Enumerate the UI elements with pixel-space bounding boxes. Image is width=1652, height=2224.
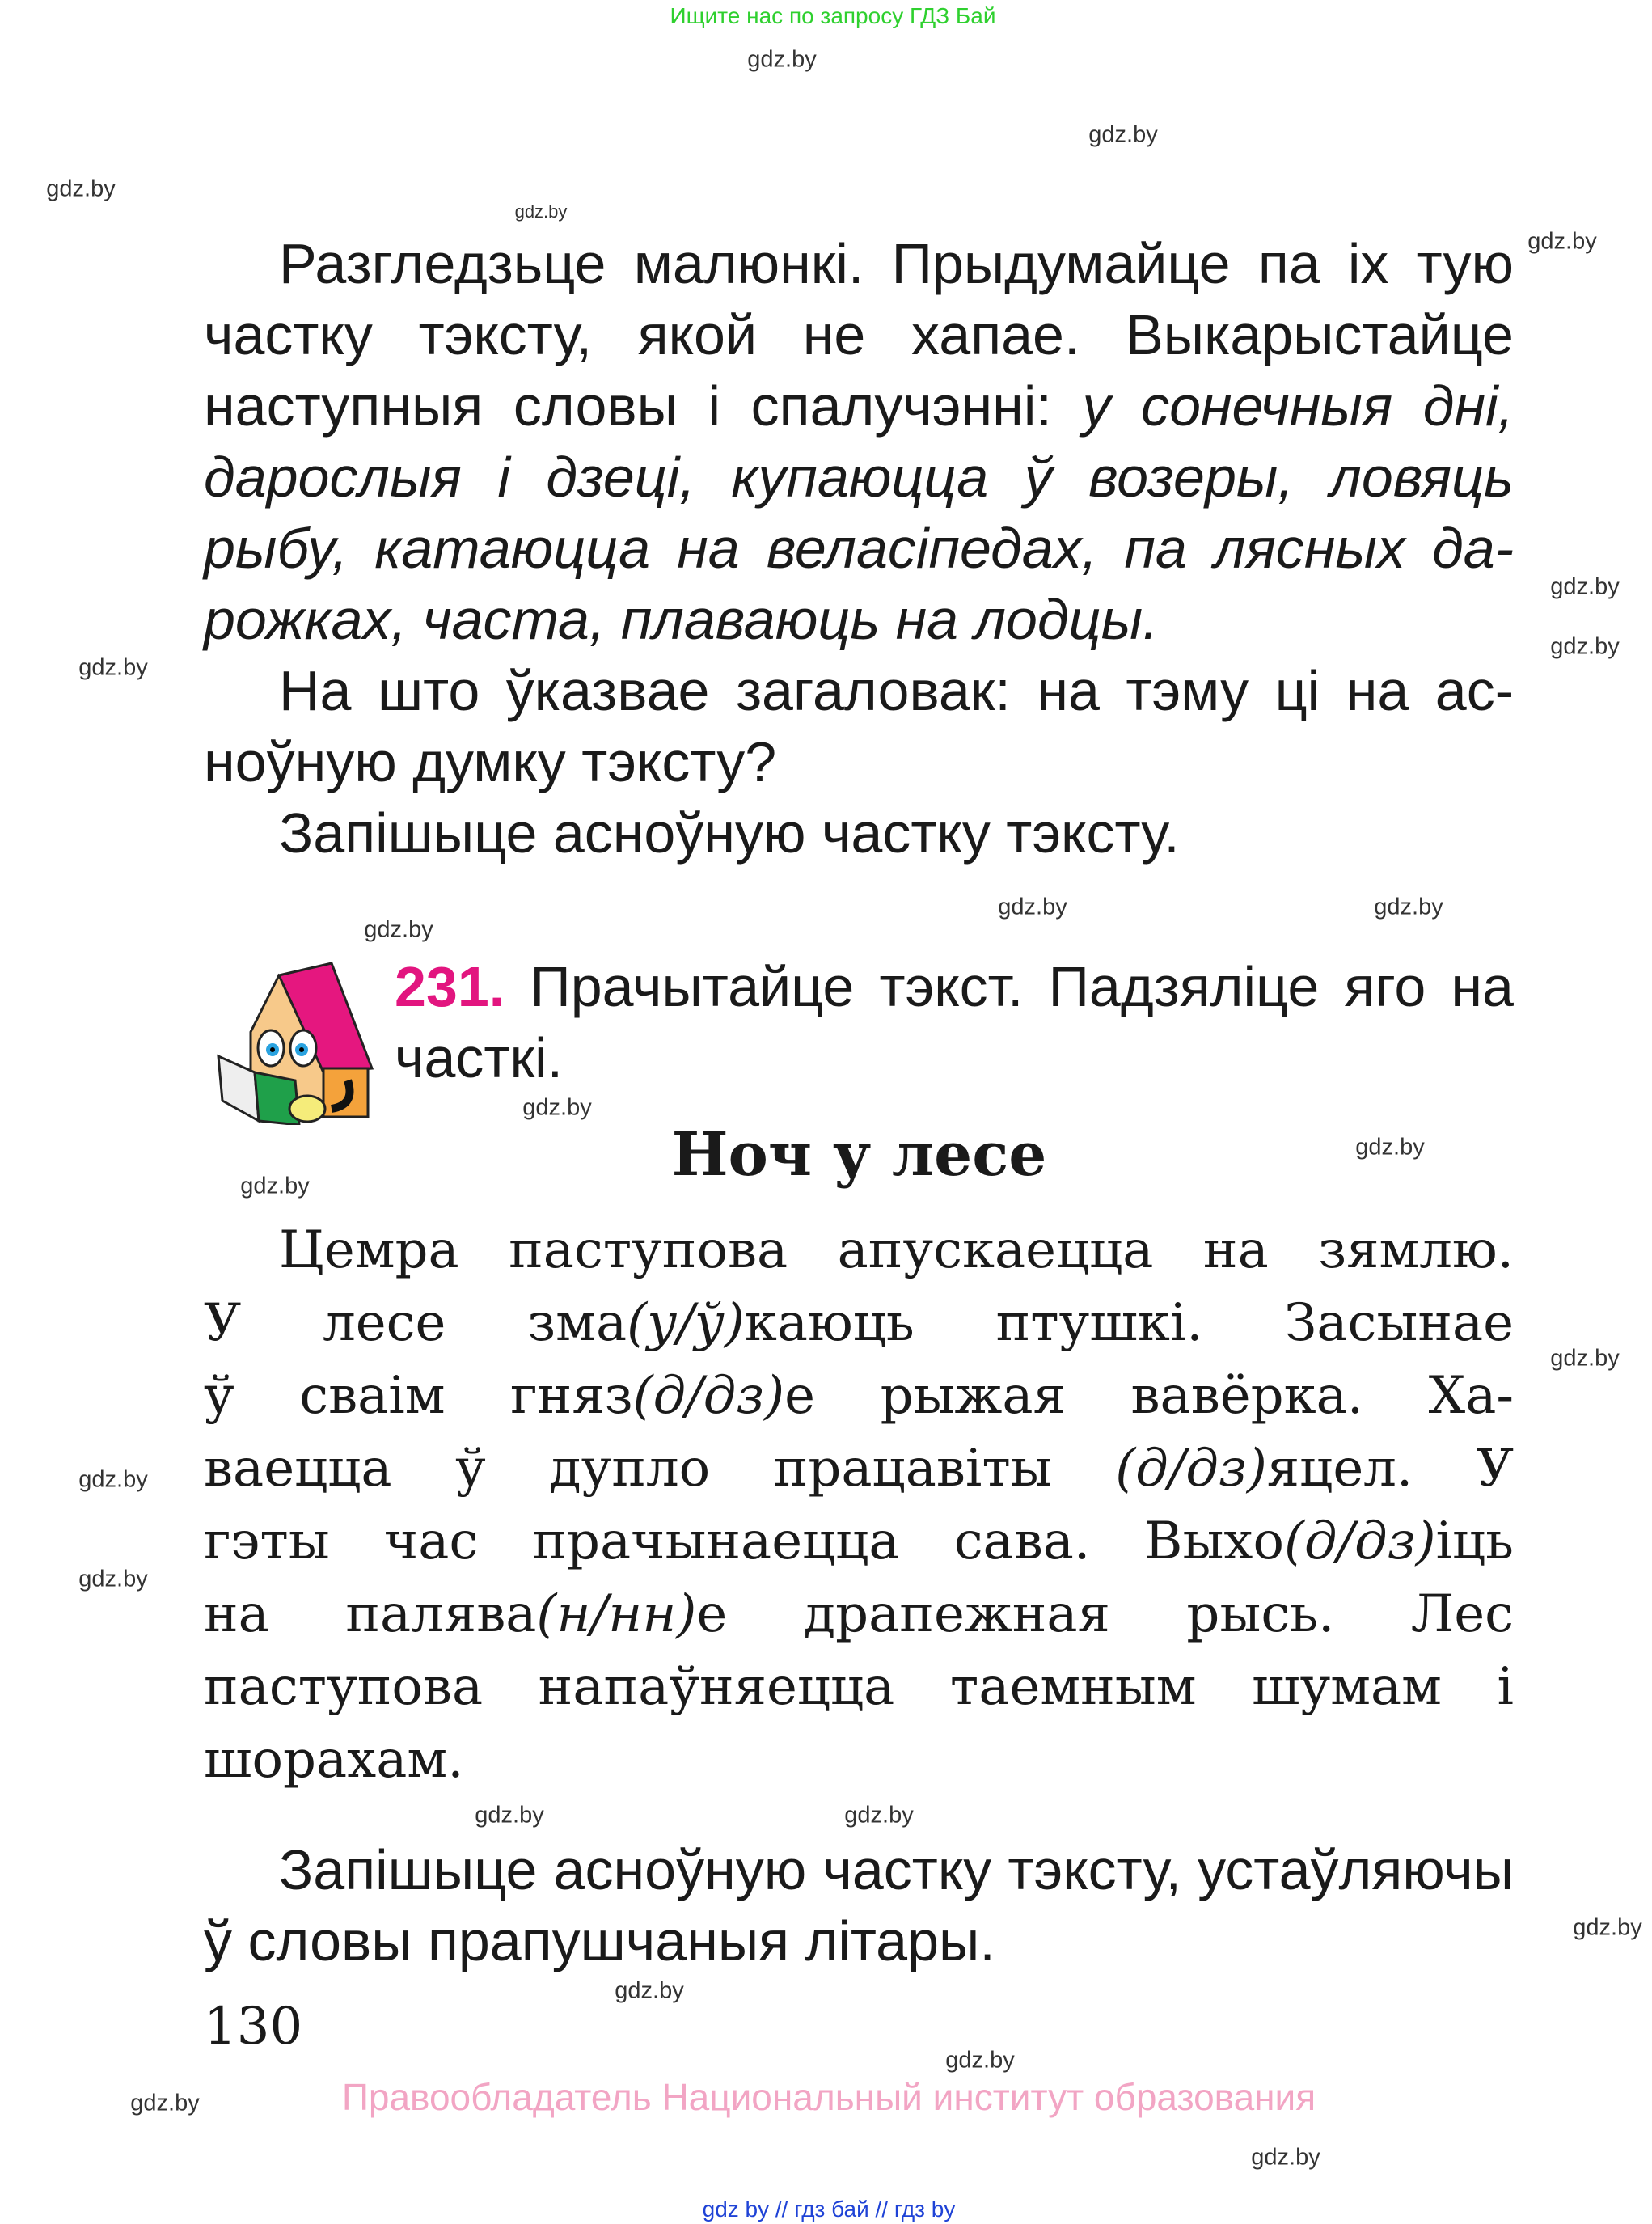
text: на палява [204, 1584, 537, 1644]
watermark: gdz.by [747, 46, 817, 73]
text-line [204, 1834, 1514, 1905]
text-line [204, 1578, 1514, 1651]
watermark: gdz.by [1550, 633, 1620, 660]
text-line [204, 299, 1514, 370]
site-links[interactable]: gdz by // гдз бай // гдз by [702, 2197, 956, 2222]
watermark: gdz.by [522, 1094, 592, 1121]
exercise-231 [395, 951, 1514, 1093]
watermark: gdz.by [615, 1977, 684, 2004]
watermark: gdz.by [78, 1466, 148, 1493]
watermark: gdz.by [844, 1802, 914, 1829]
text: ноўную думку тэксту? [204, 730, 777, 793]
text-line [204, 1214, 1514, 1287]
exercise-line-2: часткі. [395, 1026, 564, 1089]
text: Запішыце асноўную частку тэксту, устаўляючы [279, 1838, 1514, 1901]
text-line [204, 513, 1514, 584]
italic-text: рыбу, катаюцца на веласіпедах, па лясных да- [204, 517, 1514, 580]
watermark: gdz.by [78, 654, 148, 681]
text-line [204, 1432, 1514, 1505]
exercise-line-1 [395, 951, 1514, 1022]
text-line [204, 655, 1514, 726]
watermark: gdz.by [1088, 121, 1158, 148]
italic-text: (д/дз) [1115, 1439, 1267, 1499]
text-line [204, 1287, 1514, 1359]
site-links-row [0, 2197, 1652, 2222]
text: частку тэксту, якой не хапае. Выкарыстайце [204, 303, 1514, 366]
watermark: gdz.by [514, 201, 568, 222]
watermark: gdz.by [475, 1802, 544, 1829]
reading-house-icon [202, 959, 376, 1125]
text: Запішыце асноўную частку тэксту. [279, 801, 1180, 865]
text-line [204, 1905, 1514, 1977]
watermark: gdz.by [1573, 1914, 1642, 1941]
text: Цемра паступова апускаецца на зямлю. [279, 1220, 1514, 1280]
text-line [204, 1505, 1514, 1578]
text-line [204, 726, 1514, 797]
text-line [204, 584, 1514, 655]
text-line [204, 1651, 1514, 1723]
watermark: gdz.by [1251, 2144, 1320, 2171]
copyright-footer-row [0, 2075, 1652, 2119]
watermark: gdz.by [240, 1173, 310, 1199]
watermark: gdz.by [1527, 228, 1597, 255]
search-hint-header [0, 3, 1652, 29]
watermark: gdz.by [945, 2047, 1015, 2074]
page-number: 130 [204, 1997, 303, 2057]
text: Разгледзьце малюнкі. Прыдумайце па іх тую [279, 232, 1514, 295]
watermark: gdz.by [78, 1566, 148, 1592]
text-line [204, 797, 1514, 869]
text: яцел. У [1266, 1439, 1515, 1499]
story-text [204, 1214, 1514, 1796]
exercise-instruction: Прачытайце тэкст. Падзяліце яго на [530, 955, 1514, 1018]
exercise-number: 231. [395, 955, 505, 1018]
text: е рыжая вавёрка. Ха- [784, 1366, 1514, 1426]
story-title: Ноч у лесе [671, 1120, 1047, 1190]
text: ваецца ў дупло працавіты [204, 1439, 1116, 1499]
text-line [204, 228, 1514, 299]
watermark: gdz.by [1550, 573, 1620, 600]
text: наступныя словы і спалучэнні: [204, 374, 1083, 438]
watermark: gdz.by [1355, 1134, 1425, 1161]
text: паступова напаўняецца таемным шумам і [204, 1657, 1514, 1717]
text-line [204, 442, 1514, 513]
text: ў словы прапушчаныя літары. [204, 1909, 995, 1972]
final-task [204, 1834, 1514, 1977]
text: ў сваім гняз [204, 1366, 633, 1426]
text: шорахам. [204, 1730, 464, 1790]
text-line [204, 1359, 1514, 1432]
text: е драпежная рысь. Лес [696, 1584, 1514, 1644]
text: У лесе зма [204, 1293, 627, 1353]
italic-text: (д/дз) [1284, 1512, 1436, 1571]
italic-text: (у/ў) [627, 1293, 745, 1353]
watermark: gdz.by [130, 2090, 200, 2116]
text: іць [1435, 1512, 1514, 1571]
search-hint-text: Ищите нас по запросу ГДЗ Бай [670, 3, 996, 28]
watermark: gdz.by [1374, 894, 1443, 920]
task-instructions [204, 228, 1514, 869]
text: На што ўказвае загаловак: на тэму ці на ас- [279, 659, 1514, 722]
italic-text: у сонечныя дні, [1082, 374, 1514, 438]
watermark: gdz.by [364, 916, 433, 943]
text-line [204, 370, 1514, 442]
watermark: gdz.by [46, 175, 116, 202]
italic-text: (д/дз) [632, 1366, 785, 1426]
copyright-footer: Правообладатель Национальный институт образования [341, 2076, 1316, 2118]
italic-text: (н/нн) [536, 1584, 697, 1644]
text: каюць птушкі. Засынае [744, 1293, 1514, 1353]
watermark: gdz.by [1550, 1345, 1620, 1372]
italic-text: рожках, часта, плаваюць на лодцы. [204, 588, 1159, 651]
text-line [204, 1723, 1514, 1796]
italic-text: дарослыя і дзеці, купаюцца ў возеры, ловяць [204, 446, 1514, 509]
watermark: gdz.by [998, 894, 1067, 920]
text: гэты час прачынаецца сава. Выхо [204, 1512, 1284, 1571]
